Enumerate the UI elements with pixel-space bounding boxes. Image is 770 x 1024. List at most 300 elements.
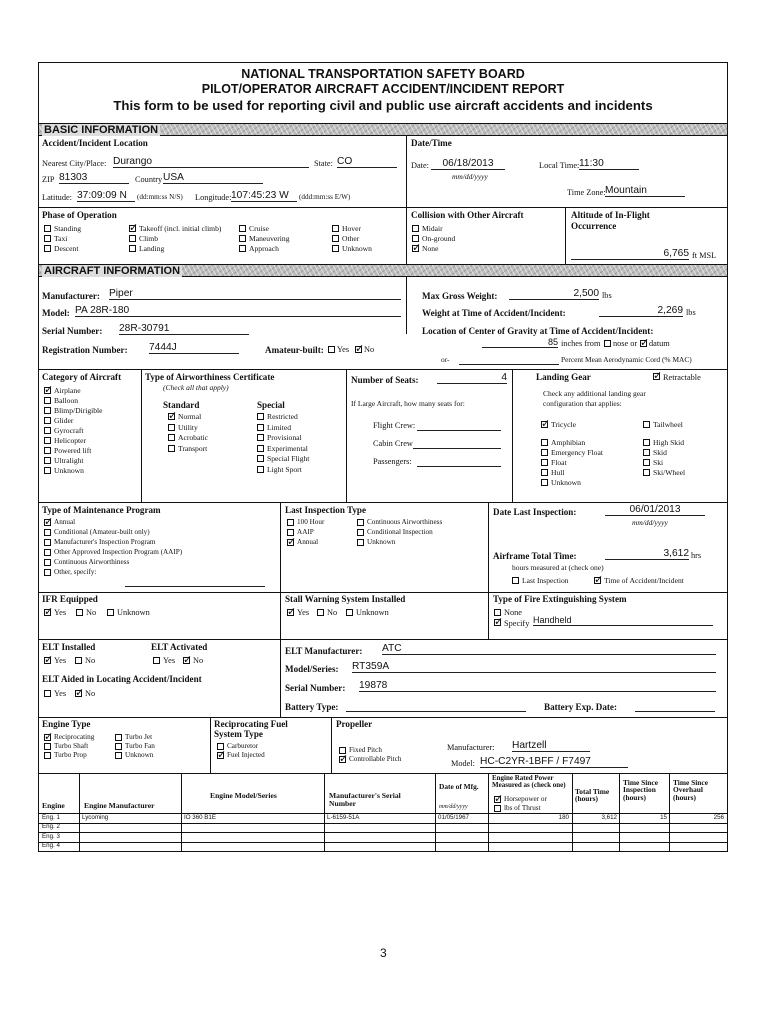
special-restricted-label: Restricted	[267, 412, 298, 421]
engine-type-unknown-label: Unknown	[125, 751, 154, 759]
elt-installed-label: ELT Installed	[42, 642, 96, 652]
phase-hover-checkbox[interactable]	[332, 225, 339, 232]
manufacturer-label: Manufacturer:	[42, 291, 100, 301]
altitude-label: Altitude of In-Flight	[571, 210, 650, 220]
battery-exp-label: Battery Exp. Date:	[544, 702, 617, 712]
elt-activated-label: ELT Activated	[151, 642, 208, 652]
ifr-no-label: No	[86, 608, 97, 617]
phase-maneuvering-checkbox[interactable]	[239, 235, 246, 242]
manufacturer-field[interactable]: Piper	[109, 289, 401, 300]
cabin-crew-field[interactable]	[413, 439, 501, 449]
registration-label: Registration Number:	[42, 345, 128, 355]
elt-manufacturer-field[interactable]: ATC	[382, 644, 716, 655]
phase-descent-label: Descent	[54, 244, 79, 253]
phase-other-checkbox[interactable]	[332, 235, 339, 242]
basic-information-header: BASIC INFORMATION	[39, 123, 727, 136]
category-powered-lift-label: Powered lift	[54, 446, 92, 455]
engine-row-1-insp[interactable]: 15	[660, 813, 667, 821]
phase-cruise-label: Cruise	[249, 224, 269, 233]
airworthiness-label: Type of Airworthiness Certificate	[145, 372, 275, 382]
gear-float-label: Float	[551, 458, 567, 467]
category-glider-checkbox[interactable]	[44, 417, 51, 424]
special-experimental-label: Experimental	[267, 443, 308, 453]
maintenance-other-specify-checkbox[interactable]	[44, 569, 51, 576]
local-time-label: Local Time:	[539, 161, 580, 170]
measured-last-inspection-checkbox[interactable]	[512, 577, 519, 584]
model-field[interactable]: PA 28R-180	[75, 306, 401, 317]
serial-field[interactable]: 28R-30791	[119, 324, 249, 335]
phase-label: Phase of Operation	[42, 210, 117, 220]
gear-emergency-float-checkbox[interactable]	[541, 449, 548, 456]
phase-unknown-checkbox[interactable]	[332, 245, 339, 252]
form-title: NATIONAL TRANSPORTATION SAFETY BOARD	[241, 67, 525, 81]
elt-serial-label: Serial Number:	[285, 683, 346, 693]
form-subtitle: PILOT/OPERATOR AIRCRAFT ACCIDENT/INCIDENT REPORT	[201, 82, 565, 96]
gear-ski-checkbox[interactable]	[643, 459, 650, 466]
inspection-annual-checkbox[interactable]	[287, 539, 294, 546]
col-engine: Engine	[42, 801, 65, 810]
collision-on-ground-label: On-ground	[422, 234, 456, 243]
inspection-unknown-checkbox[interactable]	[357, 539, 364, 546]
phase-takeoff-incl-initial-climb-checkbox[interactable]	[129, 225, 136, 232]
time-zone-field[interactable]: Mountain	[605, 186, 685, 197]
category-ultralight-checkbox[interactable]	[44, 457, 51, 464]
gear-skid-checkbox[interactable]	[643, 449, 650, 456]
inspection-100-hour-label: 100 Hour	[297, 518, 325, 526]
gear-hull-label: Hull	[551, 468, 565, 477]
battery-type-label: Battery Type:	[285, 702, 339, 712]
accident-weight-label: Weight at Time of Accident/Incident:	[422, 308, 566, 318]
category-blimp-dirigible-checkbox[interactable]	[44, 407, 51, 414]
airframe-time-field[interactable]: 3,612	[605, 549, 689, 560]
gear-high-skid-checkbox[interactable]	[643, 439, 650, 446]
engine-row-4-eng: Eng. 4	[42, 842, 60, 849]
maintenance-other-approved-inspection-program-aaip-checkbox[interactable]	[44, 549, 51, 556]
local-time-field[interactable]: 11:30	[579, 159, 639, 170]
special-provisional-label: Provisional	[267, 433, 302, 442]
cg-inches-text: inches from	[561, 339, 601, 348]
engine-row-1-total[interactable]: 3,612	[601, 813, 617, 821]
inspection-continuous-airworthiness-checkbox[interactable]	[357, 519, 364, 526]
special-experimental-checkbox[interactable]	[257, 445, 264, 452]
landing-gear-label: Landing Gear	[536, 372, 591, 382]
category-glider-label: Glider	[54, 416, 74, 425]
cabin-crew-label: Cabin Crew	[373, 439, 413, 448]
special-limited-checkbox[interactable]	[257, 424, 264, 431]
gear-ski-wheel-label: Ski/Wheel	[653, 468, 686, 477]
engine-row-1-power[interactable]: 180	[558, 813, 569, 821]
stall-no-checkbox[interactable]	[317, 609, 324, 616]
battery-exp-field[interactable]	[635, 701, 715, 712]
cg-datum-checkbox[interactable]	[640, 340, 647, 347]
measured-time-of-accident-checkbox[interactable]	[594, 577, 601, 584]
collision-midair-checkbox[interactable]	[412, 225, 419, 232]
elt-aided-yes-checkbox[interactable]	[44, 690, 51, 697]
ifr-unknown-label: Unknown	[117, 608, 150, 617]
stall-yes-checkbox[interactable]	[287, 609, 294, 616]
phase-cruise-checkbox[interactable]	[239, 225, 246, 232]
datetime-label: Date/Time	[411, 138, 452, 148]
collision-midair-label: Midair	[422, 224, 443, 233]
city-field[interactable]: Durango	[113, 157, 309, 168]
cg-datum-label: datum	[649, 339, 670, 348]
special-special-flight-checkbox[interactable]	[257, 455, 264, 462]
max-weight-label: Max Gross Weight:	[422, 291, 498, 301]
phase-landing-label: Landing	[139, 244, 165, 253]
gear-tailwheel-checkbox[interactable]	[643, 421, 650, 428]
phase-taxi-label: Taxi	[54, 234, 68, 243]
battery-type-field[interactable]	[346, 701, 526, 712]
fire-specify-field[interactable]: Handheld	[533, 616, 713, 626]
ifr-yes-label: Yes	[54, 608, 67, 617]
propeller-manufacturer-label: Manufacturer:	[447, 743, 495, 752]
fuel-label: Reciprocating Fuel	[214, 719, 288, 729]
category-blimp-dirigible-label: Blimp/Dirigible	[54, 406, 103, 415]
fire-specify-label: Specify	[504, 619, 530, 628]
maintenance-other-field[interactable]	[125, 577, 265, 587]
report-form	[38, 62, 728, 852]
maintenance-conditional-amateur-built-only-checkbox[interactable]	[44, 529, 51, 536]
collision-none-checkbox[interactable]	[412, 245, 419, 252]
latitude-format: (dd:mm:ss N/S)	[137, 193, 183, 201]
engine-type-turbo-jet-label: Turbo Jet	[125, 733, 153, 741]
altitude-unit: ft MSL	[692, 251, 717, 260]
special-provisional-checkbox[interactable]	[257, 434, 264, 441]
cg-mac-label: Percent Mean Aerodynamic Cord (% MAC)	[561, 355, 692, 364]
fuel-fuel-injected-checkbox[interactable]	[217, 752, 224, 759]
date-format: mm/dd/yyyy	[452, 172, 488, 181]
engine-type-turbo-prop-label: Turbo Prop	[54, 751, 87, 759]
form-instructions: This form to be used for reporting civil and public use aircraft accidents and incidents	[113, 98, 653, 113]
fire-specify-checkbox[interactable]	[494, 619, 501, 626]
stall-unknown-label: Unknown	[356, 608, 389, 617]
propeller-controllable-pitch-checkbox[interactable]	[339, 756, 346, 763]
phase-unknown-label: Unknown	[342, 244, 372, 253]
seats-field[interactable]: 4	[437, 373, 507, 384]
gear-float-checkbox[interactable]	[541, 459, 548, 466]
category-balloon-label: Balloon	[54, 396, 79, 405]
max-weight-unit: lbs	[602, 291, 612, 300]
elt-installed-no-checkbox[interactable]	[75, 657, 82, 664]
standard-normal-checkbox[interactable]	[168, 413, 175, 420]
category-ultralight-label: Ultralight	[54, 456, 84, 465]
ifr-unknown-checkbox[interactable]	[107, 609, 114, 616]
inspection-continuous-airworthiness-label: Continuous Airworthiness	[367, 518, 443, 526]
cg-field[interactable]: 85	[482, 338, 558, 348]
maintenance-other-approved-inspection-program-aaip-label: Other Approved Inspection Program (AAIP)	[54, 548, 183, 556]
engine-type-unknown-checkbox[interactable]	[115, 752, 122, 759]
location-label: Accident/Incident Location	[42, 138, 148, 148]
engine-row-1-date[interactable]: 01/05/1967	[438, 813, 469, 821]
collision-none-label: None	[422, 244, 439, 253]
elt-model-field[interactable]: RT359A	[352, 662, 716, 673]
retractable-checkbox[interactable]	[653, 373, 660, 380]
propeller-model-label: Model:	[451, 759, 475, 768]
ifr-no-checkbox[interactable]	[76, 609, 83, 616]
flight-crew-label: Flight Crew:	[373, 421, 416, 430]
standard-normal-label: Normal	[178, 412, 202, 421]
engine-type-reciprocating-label: Reciprocating	[54, 733, 95, 741]
special-special-flight-label: Special Flight	[267, 454, 310, 463]
engine-type-turbo-jet-checkbox[interactable]	[115, 734, 122, 741]
col-date-format: mm/dd/yyyy	[439, 804, 468, 810]
phase-approach-label: Approach	[249, 244, 279, 253]
elt-aided-no-label: No	[85, 689, 96, 698]
maintenance-conditional-amateur-built-only-label: Conditional (Amateur-built only)	[54, 528, 150, 536]
hours-measured-text: hours measured at (check one)	[512, 563, 604, 572]
engine-type-turbo-shaft-label: Turbo Shaft	[54, 742, 89, 750]
elt-installed-yes-label: Yes	[54, 656, 67, 665]
category-airplane-label: Airplane	[54, 386, 81, 395]
gear-amphibian-checkbox[interactable]	[541, 439, 548, 446]
phase-takeoff-incl-initial-climb-label: Takeoff (incl. initial climb)	[139, 224, 222, 233]
table-row-divider	[39, 823, 727, 824]
special-limited-label: Limited	[267, 422, 292, 432]
maintenance-label: Type of Maintenance Program	[42, 505, 161, 515]
category-helicopter-checkbox[interactable]	[44, 437, 51, 444]
category-powered-lift-checkbox[interactable]	[44, 447, 51, 454]
serial-label: Serial Number:	[42, 326, 103, 336]
measured-time-of-accident-label: Time of Accident/Incident	[604, 576, 684, 585]
inspection-date-format: mm/dd/yyyy	[632, 518, 668, 527]
measured-last-inspection-label: Last Inspection	[522, 576, 569, 585]
state-field[interactable]: CO	[337, 157, 397, 168]
table-row-divider	[39, 842, 727, 843]
airframe-time-unit: hrs	[691, 551, 702, 560]
zip-field[interactable]: 81303	[59, 173, 129, 184]
category-airplane-checkbox[interactable]	[44, 387, 51, 394]
airframe-time-label: Airframe Total Time:	[493, 551, 577, 561]
fuel-label-2: System Type	[214, 729, 263, 739]
gear-note-1: Check any additional landing gear	[543, 389, 646, 398]
amateur-no-label: No	[364, 345, 375, 354]
elt-activated-yes-label: Yes	[163, 656, 176, 665]
inspection-unknown-label: Unknown	[367, 538, 396, 546]
standard-transport-label: Transport	[178, 443, 208, 453]
propeller-label: Propeller	[336, 719, 373, 729]
maintenance-continuous-airworthiness-checkbox[interactable]	[44, 559, 51, 566]
standard-utility-label: Utility	[178, 422, 198, 432]
gear-emergency-float-label: Emergency Float	[551, 448, 603, 457]
accident-weight-unit: lbs	[686, 308, 696, 317]
table-row-divider	[39, 832, 727, 833]
amateur-yes-checkbox[interactable]	[328, 346, 335, 353]
phase-hover-label: Hover	[342, 224, 361, 233]
phase-standing-label: Standing	[54, 224, 82, 233]
col-engine-rated-power: Engine Rated Power Measured as (check one)	[492, 774, 566, 789]
phase-climb-label: Climb	[139, 234, 158, 243]
zip-label: ZIP	[42, 175, 55, 184]
retractable-label: Retractable	[663, 373, 701, 382]
phase-approach-checkbox[interactable]	[239, 245, 246, 252]
phase-standing-checkbox[interactable]	[44, 225, 51, 232]
standard-acrobatic-checkbox[interactable]	[168, 434, 175, 441]
ifr-yes-checkbox[interactable]	[44, 609, 51, 616]
special-label: Special	[257, 400, 285, 410]
maintenance-annual-label: Annual	[54, 518, 76, 526]
gear-hull-checkbox[interactable]	[541, 469, 548, 476]
engine-row-1-mfr[interactable]: Lycoming	[82, 813, 109, 821]
power-horsepower-label: Horsepower or	[504, 795, 547, 803]
category-gyrocraft-label: Gyrocraft	[54, 426, 84, 435]
elt-model-label: Model/Series:	[285, 664, 339, 674]
fire-system-label: Type of Fire Extinguishing System	[493, 594, 627, 604]
engine-type-turbo-fan-checkbox[interactable]	[115, 743, 122, 750]
airworthiness-note: (Check all that apply)	[163, 383, 229, 392]
col-time-since-overhaul: Time Since Overhaul (hours)	[673, 778, 708, 802]
standard-label: Standard	[163, 400, 200, 410]
col-engine-model: Engine Model/Series	[210, 791, 277, 800]
elt-aided-label: ELT Aided in Locating Accident/Incident	[42, 674, 202, 684]
propeller-model-field[interactable]: HC-C2YR-1BFF / F7497	[480, 757, 628, 768]
category-gyrocraft-checkbox[interactable]	[44, 427, 51, 434]
phase-other-label: Other	[342, 234, 360, 243]
cg-nose-checkbox[interactable]	[604, 340, 611, 347]
altitude-label-2: Occurrence	[571, 221, 617, 231]
propeller-manufacturer-field[interactable]: Hartzell	[512, 741, 590, 752]
date-last-inspection-label: Date Last Inspection:	[493, 507, 577, 517]
time-zone-label: Time Zone:	[567, 188, 606, 197]
stall-unknown-checkbox[interactable]	[346, 609, 353, 616]
maintenance-manufacturer-s-inspection-program-checkbox[interactable]	[44, 539, 51, 546]
date-label: Date:	[411, 161, 429, 170]
date-last-inspection-field[interactable]: 06/01/2013	[605, 505, 705, 516]
stall-yes-label: Yes	[297, 608, 310, 617]
engine-type-turbo-prop-checkbox[interactable]	[44, 752, 51, 759]
passengers-field[interactable]	[417, 457, 501, 467]
gear-tailwheel-label: Tailwheel	[653, 420, 683, 429]
phase-taxi-checkbox[interactable]	[44, 235, 51, 242]
phase-maneuvering-label: Maneuvering	[249, 234, 290, 243]
elt-activated-yes-checkbox[interactable]	[153, 657, 160, 664]
registration-field[interactable]: 7444J	[149, 343, 239, 354]
seats-label: Number of Seats:	[351, 375, 419, 385]
engine-row-1-serial[interactable]: L-6159-51A	[327, 813, 360, 821]
category-balloon-checkbox[interactable]	[44, 397, 51, 404]
engine-row-2-eng: Eng. 2	[42, 823, 60, 830]
model-label: Model:	[42, 308, 70, 318]
max-weight-field[interactable]: 2,500	[509, 289, 599, 300]
elt-aided-no-checkbox[interactable]	[75, 690, 82, 697]
elt-manufacturer-label: ELT Manufacturer:	[285, 646, 363, 656]
ifr-label: IFR Equipped	[42, 594, 98, 604]
country-field[interactable]: USA	[163, 173, 263, 184]
cg-nose-label: nose or	[613, 339, 638, 348]
standard-utility-checkbox[interactable]	[168, 424, 175, 431]
special-light-sport-checkbox[interactable]	[257, 466, 264, 473]
special-restricted-checkbox[interactable]	[257, 413, 264, 420]
propeller-fixed-pitch-label: Fixed Pitch	[349, 746, 382, 754]
col-total-time: Total Time (hours)	[575, 787, 610, 804]
elt-serial-field[interactable]: 19878	[359, 681, 716, 692]
propeller-controllable-pitch-label: Controllable Pitch	[349, 755, 402, 763]
power-horsepower-checkbox[interactable]	[494, 796, 501, 803]
power-thrust-checkbox[interactable]	[494, 805, 501, 812]
elt-installed-yes-checkbox[interactable]	[44, 657, 51, 664]
power-thrust-label: lbs of Thrust	[504, 804, 541, 812]
date-field[interactable]: 06/18/2013	[431, 159, 505, 170]
collision-label: Collision with Other Aircraft	[411, 210, 524, 220]
inspection-100-hour-checkbox[interactable]	[287, 519, 294, 526]
elt-aided-yes-label: Yes	[54, 689, 67, 698]
latitude-label: Latitude:	[42, 193, 72, 202]
state-label: State:	[314, 159, 333, 168]
inspection-aaip-label: AAIP	[297, 528, 314, 536]
cg-mac-field[interactable]	[459, 355, 559, 365]
gear-high-skid-label: High Skid	[653, 438, 685, 447]
altitude-field[interactable]: 6,765	[571, 249, 689, 260]
col-date-of-mfg: Date of Mfg.	[439, 782, 479, 791]
accident-weight-field[interactable]: 2,269	[599, 306, 683, 317]
stall-warning-label: Stall Warning System Installed	[285, 594, 406, 604]
amateur-no-checkbox[interactable]	[355, 346, 362, 353]
flight-crew-field[interactable]	[417, 421, 501, 431]
amateur-label: Amateur-built:	[265, 345, 324, 355]
col-time-since-inspection: Time Since Inspection (hours)	[623, 778, 658, 802]
fire-none-label: None	[504, 608, 522, 617]
fuel-fuel-injected-label: Fuel Injected	[227, 751, 265, 759]
phase-landing-checkbox[interactable]	[129, 245, 136, 252]
maintenance-continuous-airworthiness-label: Continuous Airworthiness	[54, 558, 130, 566]
engine-row-1-model[interactable]: IO 360 B1E	[184, 813, 216, 821]
maintenance-manufacturer-s-inspection-program-label: Manufacturer's Inspection Program	[54, 538, 156, 546]
phase-climb-checkbox[interactable]	[129, 235, 136, 242]
engine-type-reciprocating-checkbox[interactable]	[44, 734, 51, 741]
col-engine-manufacturer: Engine Manufacturer	[84, 801, 155, 810]
engine-type-turbo-shaft-checkbox[interactable]	[44, 743, 51, 750]
maintenance-other-specify-label: Other, specify:	[54, 568, 97, 576]
cg-label: Location of Center of Gravity at Time of Accident/Incident:	[422, 326, 654, 336]
last-inspection-label: Last Inspection Type	[285, 505, 367, 515]
category-label: Category of Aircraft	[42, 372, 122, 382]
inspection-annual-label: Annual	[297, 538, 319, 546]
phase-descent-checkbox[interactable]	[44, 245, 51, 252]
engine-type-turbo-fan-label: Turbo Fan	[125, 742, 155, 750]
inspection-conditional-inspection-checkbox[interactable]	[357, 529, 364, 536]
amateur-yes-label: Yes	[337, 345, 350, 354]
longitude-field[interactable]: 107:45:23 W	[231, 191, 297, 202]
gear-amphibian-label: Amphibian	[551, 438, 586, 447]
special-light-sport-label: Light Sport	[267, 464, 302, 474]
fuel-carburetor-label: Carburetor	[227, 742, 259, 750]
engine-row-1-ovh[interactable]: 256	[713, 813, 724, 821]
latitude-field[interactable]: 37:09:09 N	[77, 191, 135, 202]
elt-activated-no-checkbox[interactable]	[183, 657, 190, 664]
large-aircraft-label: If Large Aircraft, how many seats for:	[351, 399, 465, 408]
gear-ski-wheel-checkbox[interactable]	[643, 469, 650, 476]
gear-unknown-checkbox[interactable]	[541, 479, 548, 486]
gear-tricycle-checkbox[interactable]	[541, 421, 548, 428]
city-label: Nearest City/Place:	[42, 159, 107, 168]
gear-tricycle-label: Tricycle	[551, 420, 577, 429]
longitude-label: Longitude:	[195, 193, 232, 202]
engine-type-label: Engine Type	[42, 719, 91, 729]
engine-row-1-eng: Eng. 1	[42, 813, 60, 821]
country-label: Country	[135, 175, 163, 184]
gear-ski-label: Ski	[653, 458, 664, 467]
aircraft-information-header: AIRCRAFT INFORMATION	[39, 264, 727, 277]
category-unknown-checkbox[interactable]	[44, 467, 51, 474]
passengers-label: Passengers:	[373, 457, 412, 466]
longitude-format: (ddd:mm:ss E/W)	[299, 193, 351, 201]
stall-no-label: No	[327, 608, 338, 617]
standard-transport-checkbox[interactable]	[168, 445, 175, 452]
category-unknown-label: Unknown	[54, 466, 84, 475]
gear-note-2: configuration that applies:	[543, 399, 622, 408]
maintenance-annual-checkbox[interactable]	[44, 519, 51, 526]
elt-installed-no-label: No	[85, 656, 96, 665]
page-number: 3	[380, 946, 387, 960]
